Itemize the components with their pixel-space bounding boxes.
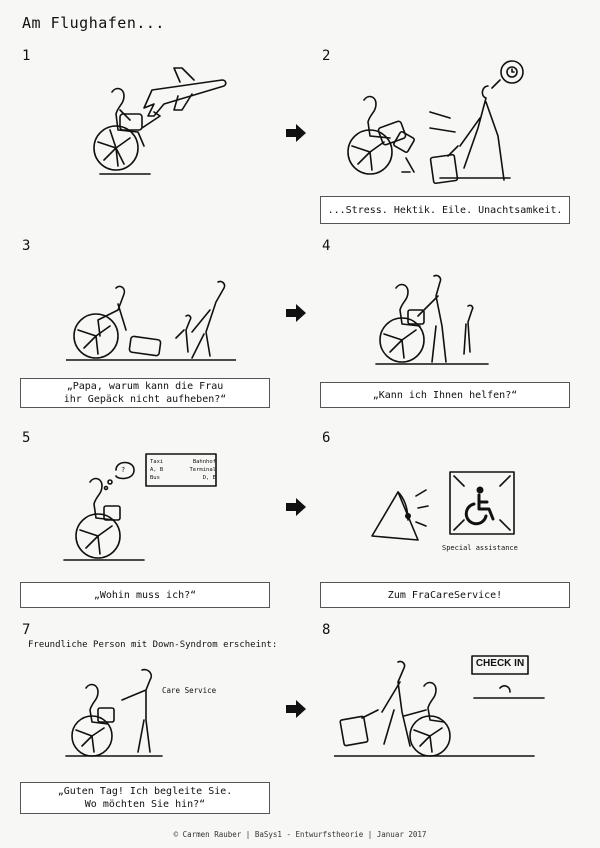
next-arrow-icon (285, 496, 307, 518)
panel-1-illustration (80, 62, 230, 182)
sign-label: Bahnhof (192, 459, 216, 465)
next-arrow-icon (285, 122, 307, 144)
next-arrow-icon (285, 698, 307, 720)
sign-label: Terminal (189, 467, 216, 473)
sign-label: D, E (202, 475, 216, 481)
check-in-sign: CHECK IN (475, 658, 525, 669)
sign-label: Taxi (150, 459, 164, 465)
panel-4-illustration (372, 270, 492, 370)
panel-6-caption: Zum FraCareService! (320, 582, 570, 608)
panel-number-7: 7 (22, 622, 31, 638)
care-service-label: Care Service (162, 686, 217, 695)
panel-7-illustration (62, 660, 172, 760)
panel-number-5: 5 (22, 430, 31, 446)
sign-row (150, 474, 216, 482)
wheelchair-icon (448, 470, 516, 536)
panel-3-caption: „Papa, warum kann die Frau ihr Gepäck nicht aufheben?“ (20, 378, 270, 408)
sign-label: A, B (150, 467, 164, 473)
panel-5-caption: „Wohin muss ich?“ (20, 582, 270, 608)
sign-row (150, 466, 216, 474)
panel-number-6: 6 (322, 430, 331, 446)
panel-4-caption: „Kann ich Ihnen helfen?“ (320, 382, 570, 408)
panel-3-illustration (66, 270, 236, 365)
panel-2-illustration (340, 58, 540, 188)
special-assistance-label: Special assistance (442, 544, 518, 552)
panel-number-4: 4 (322, 238, 331, 254)
panel-7-intro: Freundliche Person mit Down-Syndrom erscheint: (28, 640, 278, 650)
panel-number-1: 1 (22, 48, 31, 64)
sign-row (150, 458, 216, 466)
next-arrow-icon (285, 302, 307, 324)
panel-8-illustration (334, 654, 554, 760)
panel-2-caption: ...Stress. Hektik. Eile. Unachtsamkeit. (320, 196, 570, 224)
page-title: Am Flughafen... (22, 14, 165, 32)
footer-credit: © Carmen Rauber | BaSys1 - Entwurfstheorie | Januar 2017 (173, 830, 427, 839)
panel-number-8: 8 (322, 622, 331, 638)
panel-number-3: 3 (22, 238, 31, 254)
sign-label: Bus (150, 475, 160, 481)
panel-7-caption: „Guten Tag! Ich begleite Sie. Wo möchten Sie hin?“ (20, 782, 270, 814)
direction-sign (150, 458, 216, 482)
panel-number-2: 2 (322, 48, 331, 64)
svg-text:?: ? (121, 466, 126, 474)
